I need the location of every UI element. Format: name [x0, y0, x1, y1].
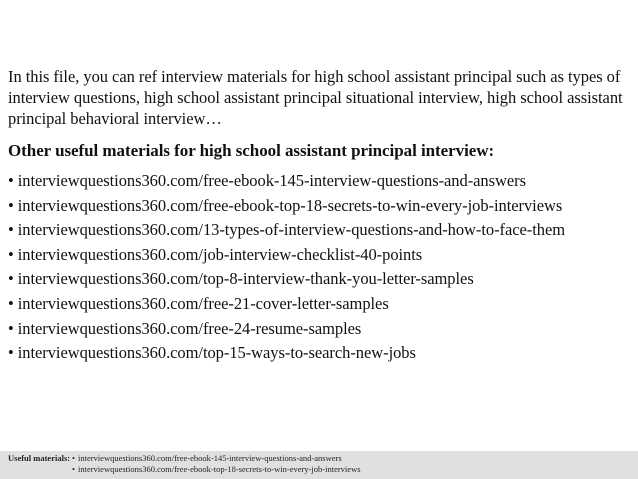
- footer-link[interactable]: interviewquestions360.com/free-ebook-145-interview-questions-and-answers: [77, 453, 342, 463]
- bullet: •: [72, 453, 75, 463]
- list-item[interactable]: [8, 292, 630, 317]
- footer-row: [8, 464, 361, 475]
- footer-row: [8, 453, 361, 464]
- intro-paragraph: In this file, you can ref interview materials for high school assistant principal such as types of interview questions, high school assistant principal situational interview, high school assistant principal behavioral interview…: [8, 67, 623, 128]
- materials-heading: Other useful materials for high school assistant principal interview:: [8, 141, 495, 160]
- link-text[interactable]: interviewquestions360.com/top-8-interview-thank-you-letter-samples: [17, 269, 474, 289]
- bullet: •: [8, 195, 14, 215]
- bullet: •: [8, 293, 14, 313]
- bullet: •: [8, 343, 14, 363]
- footer-bar: [0, 451, 638, 479]
- list-item[interactable]: [8, 267, 630, 292]
- link-text[interactable]: interviewquestions360.com/top-15-ways-to-search-new-jobs: [17, 343, 416, 363]
- bullet: •: [8, 220, 14, 240]
- link-text[interactable]: interviewquestions360.com/free-24-resume-samples: [17, 318, 362, 338]
- list-item[interactable]: [8, 169, 630, 194]
- bullet: •: [8, 269, 14, 289]
- footer-label: Useful materials:: [8, 453, 71, 463]
- footer-link[interactable]: interviewquestions360.com/free-ebook-top-18-secrets-to-win-every-job-interviews: [77, 463, 361, 474]
- materials-list: [8, 169, 630, 366]
- bullet: •: [72, 463, 75, 474]
- slide-content: [8, 66, 630, 366]
- link-text[interactable]: interviewquestions360.com/job-interview-checklist-40-points: [17, 244, 423, 264]
- list-item[interactable]: [8, 243, 630, 268]
- list-item[interactable]: [8, 341, 630, 366]
- link-text[interactable]: interviewquestions360.com/free-ebook-top-18-secrets-to-win-every-job-interviews: [17, 195, 563, 215]
- footer-content: [8, 453, 361, 474]
- list-item[interactable]: [8, 194, 630, 219]
- list-item[interactable]: [8, 218, 630, 243]
- link-text[interactable]: interviewquestions360.com/free-21-cover-letter-samples: [17, 293, 389, 313]
- bullet: •: [8, 318, 14, 338]
- footer-spacer: [8, 464, 72, 475]
- list-item[interactable]: [8, 317, 630, 342]
- link-text[interactable]: interviewquestions360.com/13-types-of-interview-questions-and-how-to-face-them: [17, 220, 566, 240]
- link-text[interactable]: interviewquestions360.com/free-ebook-145-interview-questions-and-answers: [17, 171, 526, 190]
- bullet: •: [8, 244, 14, 264]
- bullet: •: [8, 171, 14, 190]
